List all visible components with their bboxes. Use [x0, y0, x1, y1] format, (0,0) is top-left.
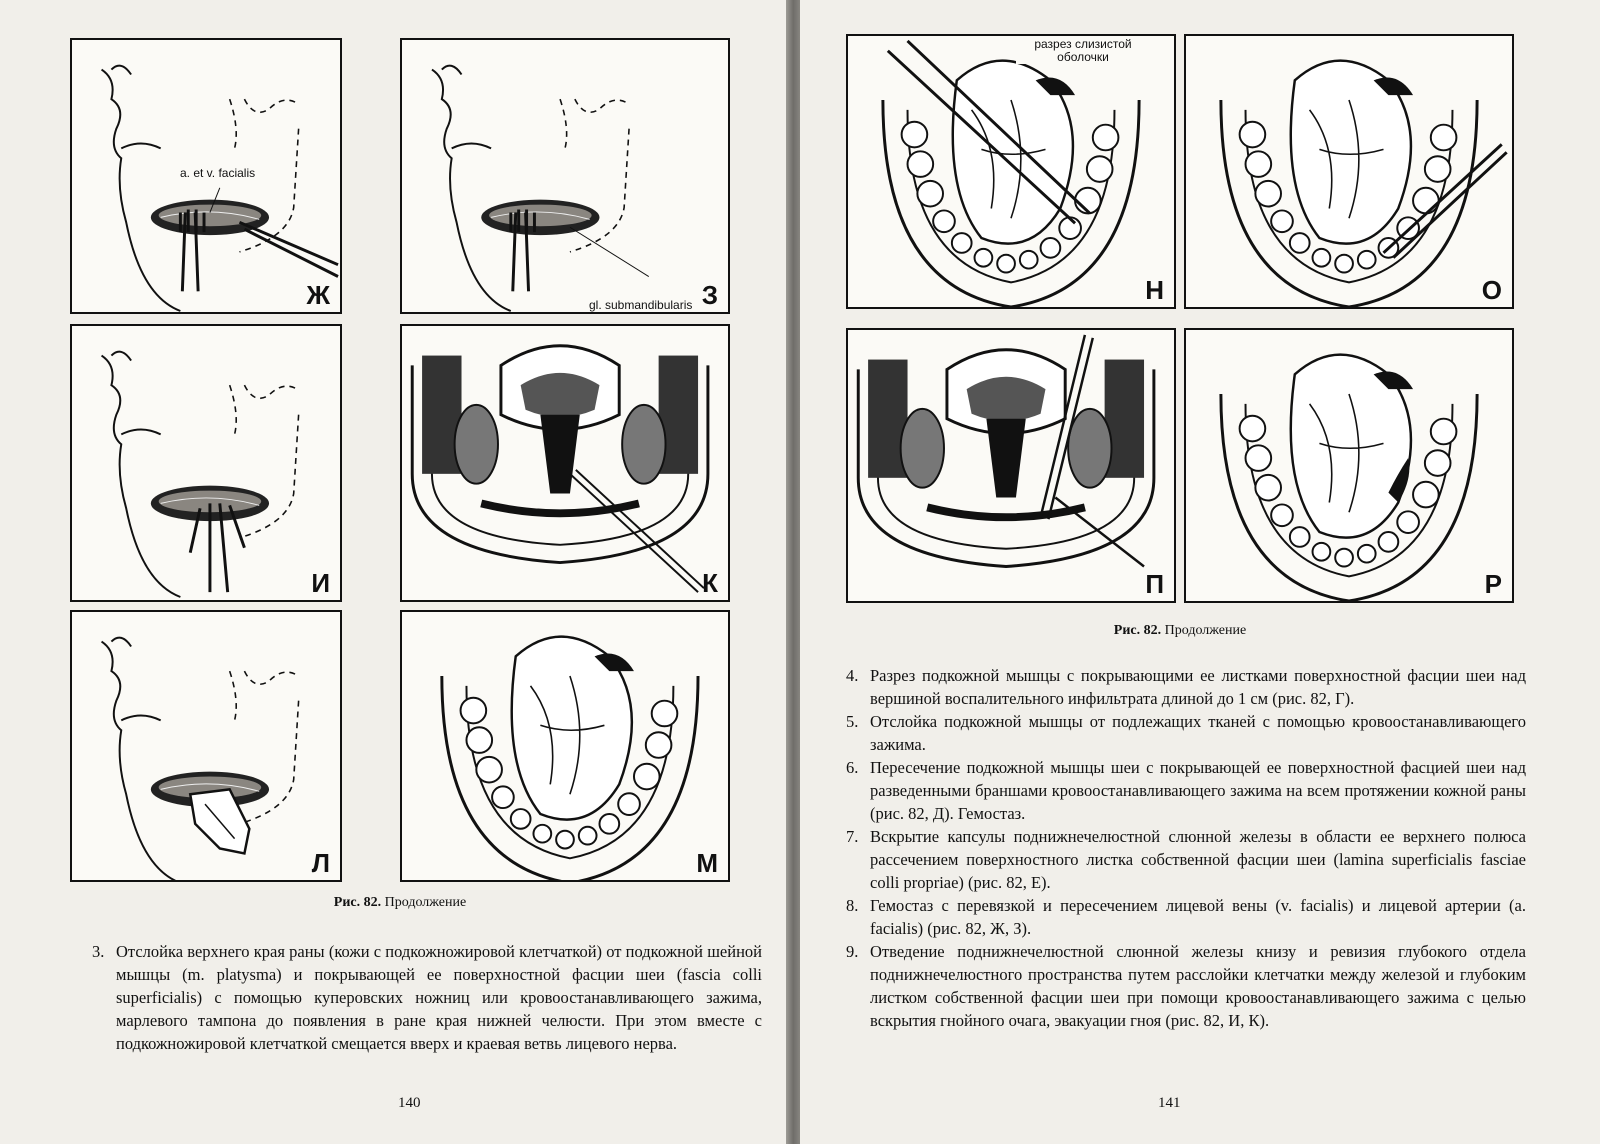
- panel-label: К: [702, 568, 718, 598]
- item-text: Разрез подкожной мышцы с покрывающими ее листками поверхностной фасции шеи над вершиной воспалительного инфильтрата длиной до 1 см (рис. 82, Г).: [870, 666, 1526, 708]
- annotation-mucosa-incision: разрез слизистой оболочки: [1016, 38, 1150, 64]
- item-number: 8.: [846, 896, 859, 915]
- panel-label: Ж: [306, 280, 330, 310]
- list-item: [846, 664, 1526, 710]
- item-text: Отслойка верхнего края раны (кожи с подкожножировой клетчаткой) от подкожной шейной мышцы (m. platysma) и покрывающей ее поверхностной фасции шеи (fascia colli superficialis) с помощью куперовских ножниц или кровоостанавливающего зажима, марлевого тампона до появления в ране края нижней челюсти. При этом вместе с подкожножировой клетчаткой смещается вверх и краевая ветвь лицевого нерва.: [116, 942, 762, 1053]
- figure-panel-m: [400, 610, 730, 882]
- list-item: [846, 894, 1526, 940]
- panel-label: О: [1481, 275, 1502, 305]
- mouth-illustration: [402, 612, 728, 880]
- panel-label: Р: [1484, 569, 1502, 599]
- item-number: 9.: [846, 942, 859, 961]
- list-item: [846, 710, 1526, 756]
- figure-caption: [846, 623, 1514, 639]
- item-number: 4.: [846, 666, 859, 685]
- mouth-illustration: [1186, 330, 1512, 601]
- list-item: [846, 756, 1526, 825]
- cross-section-illustration: [848, 330, 1174, 601]
- list-item: [92, 940, 762, 1055]
- item-text: Отслойка подкожной мышцы от подлежащих тканей с помощью кровоостанавливающего зажима.: [870, 712, 1526, 754]
- caption-prefix: Рис. 82.: [333, 895, 382, 910]
- cross-section-illustration: [402, 326, 728, 600]
- item-number: 5.: [846, 712, 859, 731]
- caption-text: Продолжение: [384, 895, 467, 910]
- figure-panel-zh: [70, 38, 342, 314]
- body-text: [92, 940, 762, 1055]
- neck-illustration: [402, 40, 728, 312]
- item-number: 7.: [846, 827, 859, 846]
- list-item: [846, 940, 1526, 1032]
- panel-label: Н: [1145, 275, 1164, 305]
- panel-label: М: [696, 848, 718, 878]
- item-text: Отведение поднижнечелюстной слюнной железы книзу и ревизия глубокого отдела поднижнечелюстного пространства путем расслойки клетчатки между железой и глубоким листком собственной фасции шеи при помощи кровоостанавливающего зажима с целью вскрытия гнойного очага, эвакуации гноя (рис. 82, И, К).: [870, 942, 1526, 1030]
- caption-text: Продолжение: [1164, 623, 1247, 638]
- figure-panel-i: [70, 324, 342, 602]
- figure-panel-n: [846, 34, 1176, 309]
- figure-panel-p: [846, 328, 1176, 603]
- annotation-facial-vessels: a. et v. facialis: [180, 166, 256, 180]
- page-number: 140: [398, 1095, 421, 1111]
- neck-illustration: [72, 612, 340, 880]
- page-number: 141: [1158, 1095, 1181, 1111]
- list-item: [846, 825, 1526, 894]
- panel-label: З: [701, 280, 718, 310]
- item-number: 3.: [92, 942, 105, 961]
- mouth-illustration: [1186, 36, 1512, 307]
- figure-panel-o: [1184, 34, 1514, 309]
- item-text: Пересечение подкожной мышцы шеи с покрывающей ее поверхностной фасцией шеи над разведенными браншами кровоостанавливающего зажима на всем протяжении кожной раны (рис. 82, Д). Гемостаз.: [870, 758, 1526, 823]
- body-text: [846, 664, 1526, 1032]
- figure-panel-r: [1184, 328, 1514, 603]
- figure-panel-z: [400, 38, 730, 314]
- annotation-submandibular-gland: gl. submandibularis: [589, 298, 693, 312]
- panel-label: П: [1145, 569, 1164, 599]
- item-number: 6.: [846, 758, 859, 777]
- right-page: [800, 0, 1600, 1144]
- panel-label: И: [311, 568, 330, 598]
- item-text: Вскрытие капсулы поднижнечелюстной слюнной железы в области ее верхнего полюса рассечением поверхностного листка собственной фасции шеи (lamina superficialis fasciae colli propriae) (рис. 82, Е).: [870, 827, 1526, 892]
- panel-label: Л: [311, 848, 330, 878]
- figure-panel-k: [400, 324, 730, 602]
- figure-panel-l: [70, 610, 342, 882]
- neck-illustration: [72, 326, 340, 600]
- caption-prefix: Рис. 82.: [1113, 623, 1162, 638]
- left-page: [0, 0, 788, 1144]
- item-text: Гемостаз с перевязкой и пересечением лицевой вены (v. facialis) и лицевой артерии (a. facialis) (рис. 82, Ж, З).: [870, 896, 1526, 938]
- mouth-illustration: [848, 36, 1174, 307]
- figure-caption: [70, 895, 730, 911]
